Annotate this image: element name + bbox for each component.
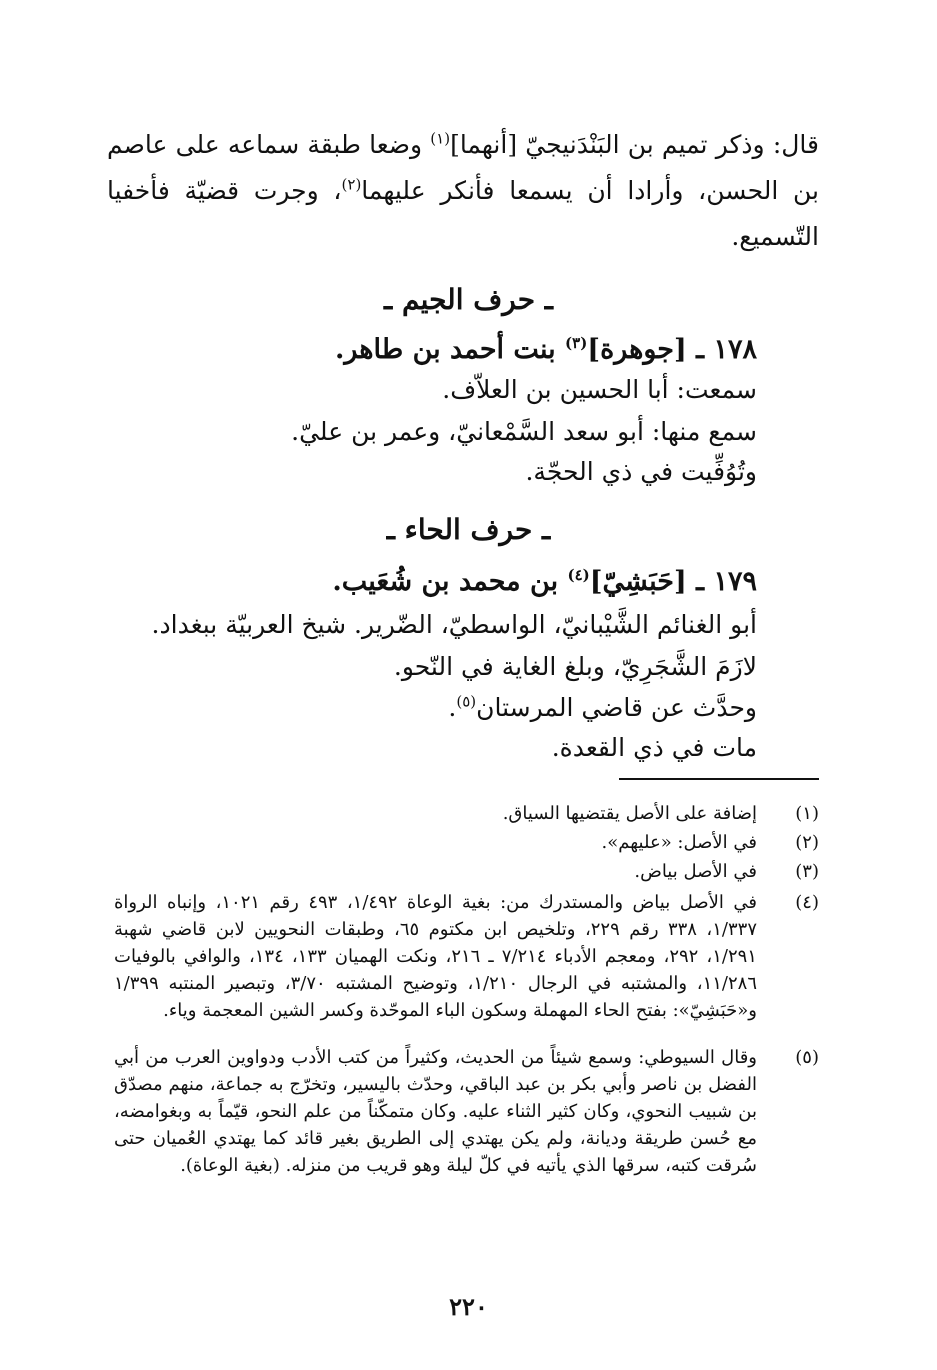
footnote-3 xyxy=(114,858,819,885)
entry-179-line-3-end: . xyxy=(448,693,457,722)
footnote-4-number: (٤) xyxy=(795,892,819,913)
footnote-2 xyxy=(114,829,819,856)
intro-part-1: قال: وذكر تميم بن البَنْدَنيجيّ [أنهما] xyxy=(450,130,819,159)
entry-179-line-4: مات في ذي القعدة. xyxy=(551,733,757,762)
section-heading-ha: ـ حرف الحاء ـ xyxy=(386,513,551,546)
footnote-4 xyxy=(114,889,819,1024)
entry-178-title xyxy=(335,330,757,370)
footnote-1 xyxy=(114,800,819,827)
intro-part-2: وضعا طبقة سماعه على عاصم بن الحسن، وأرادا أن يسمعا فأنكر عليهما xyxy=(107,130,819,205)
entry-179-title-part-2: بن محمد بن شُعَيب. xyxy=(332,566,568,597)
footnote-3-number: (٣) xyxy=(795,861,819,882)
entry-178-line-3: وتُوُفِّيت في ذي الحجّة. xyxy=(525,457,757,486)
entry-178-title-part-2: بنت أحمد بن طاهر. xyxy=(334,334,566,365)
entry-178-line-2: سمع منها: أبو سعد السَّمْعانيّ، وعمر بن عليّ. xyxy=(291,417,757,446)
footnote-5-text: وقال السيوطي: وسمع شيئاً من الحديث، وكثيراً من كتب الأدب ودواوين العرب من أبي الفضل بن ناصر وأبي بكر بن عبد الباقي، وحدّث باليسير، وتخرّج به جماعة، منهم مصدّق بن شبيب النحوي، وكان كثير الثناء عليه. وكان متمكّناً من علم النحو، قيّماً به وبغوامضه، مع حُسن طريقة وديانة، ولم يكن يهتدي إلى الطريق بغير قائد كما يهتدي العُميان حتى سُرقت كتبه، سرقها الذي يأتيه في كلّ ليلة وهو قريب من منزله. (بغية الوعاة). xyxy=(114,1047,757,1176)
intro-text xyxy=(107,122,819,260)
entry-179-line-1: أبو الغنائم الشَّيْبانيّ، الواسطيّ، الضّرير. شيخ العربيّة ببغداد. xyxy=(151,610,757,639)
footnote-5-number: (٥) xyxy=(795,1047,819,1068)
footnote-ref-4: (٤) xyxy=(567,566,590,584)
footnote-1-number: (١) xyxy=(795,803,819,824)
entry-178-title-part-1: ١٧٨ ـ [جوهرة] xyxy=(587,334,757,365)
section-heading-jim: ـ حرف الجيم ـ xyxy=(384,283,553,316)
intro-paragraph xyxy=(107,122,819,260)
entry-179-line-2: لازَمَ الشَّجَرِيّ، وبلغ الغاية في النّحو. xyxy=(393,652,757,681)
footnote-3-text: في الأصل بياض. xyxy=(634,861,757,882)
entry-179-title xyxy=(332,562,757,602)
entry-179-title-part-1: ١٧٩ ـ [حَبَشِيّ] xyxy=(589,566,757,597)
footnote-ref-5: (٥) xyxy=(456,692,477,711)
footnote-1-text: إضافة على الأصل يقتضيها السياق. xyxy=(502,803,757,824)
footnote-ref-3: (٣) xyxy=(565,334,588,352)
page-number: ٢٢٠ xyxy=(449,1292,488,1321)
entry-179-line-3 xyxy=(448,688,757,728)
footnote-4-text: في الأصل بياض والمستدرك من: بغية الوعاة ١/٤٩٢، ٤٩٣ رقم ١٠٢١، وإنباه الرواة ١/٣٣٧، ٣٣٨ رقم ٢٢٩، وتلخيص ابن مكتوم ٦٥، وطبقات النحويين لابن قاضي شهبة ١/٢٩١، ٢٩٢، ومعجم الأدباء ٧/٢١٤ ـ ٢١٦، ونكت الهميان ١٣٣، ١٣٤، والوافي بالوفيات ١١/٢٨٦، والمشتبه في الرجال ١/٢١٠، وتوضيح المشتبه ٣/٧٠، وتبصير المنتبه ١/٣٩٩ و«حَبَشِيّ»: بفتح الحاء المهملة وسكون الباء الموحّدة وكسر الشين المعجمة وياء. xyxy=(114,892,758,1021)
footnote-ref-1: (١) xyxy=(430,129,451,148)
footnote-2-number: (٢) xyxy=(795,832,819,853)
footnote-separator xyxy=(619,778,819,780)
entry-179-line-3-text: وحدَّث عن قاضي المرستان xyxy=(476,693,757,722)
footnote-ref-2: (٢) xyxy=(341,175,362,194)
footnote-5 xyxy=(114,1044,819,1179)
entry-178-line-1: سمعت: أبا الحسين بن العلاّف. xyxy=(442,375,757,404)
footnote-2-text: في الأصل: «عليهم». xyxy=(601,832,757,853)
intro-part-3: ، وجرت قضيّة فأخفيا التّسميع. xyxy=(107,176,819,251)
